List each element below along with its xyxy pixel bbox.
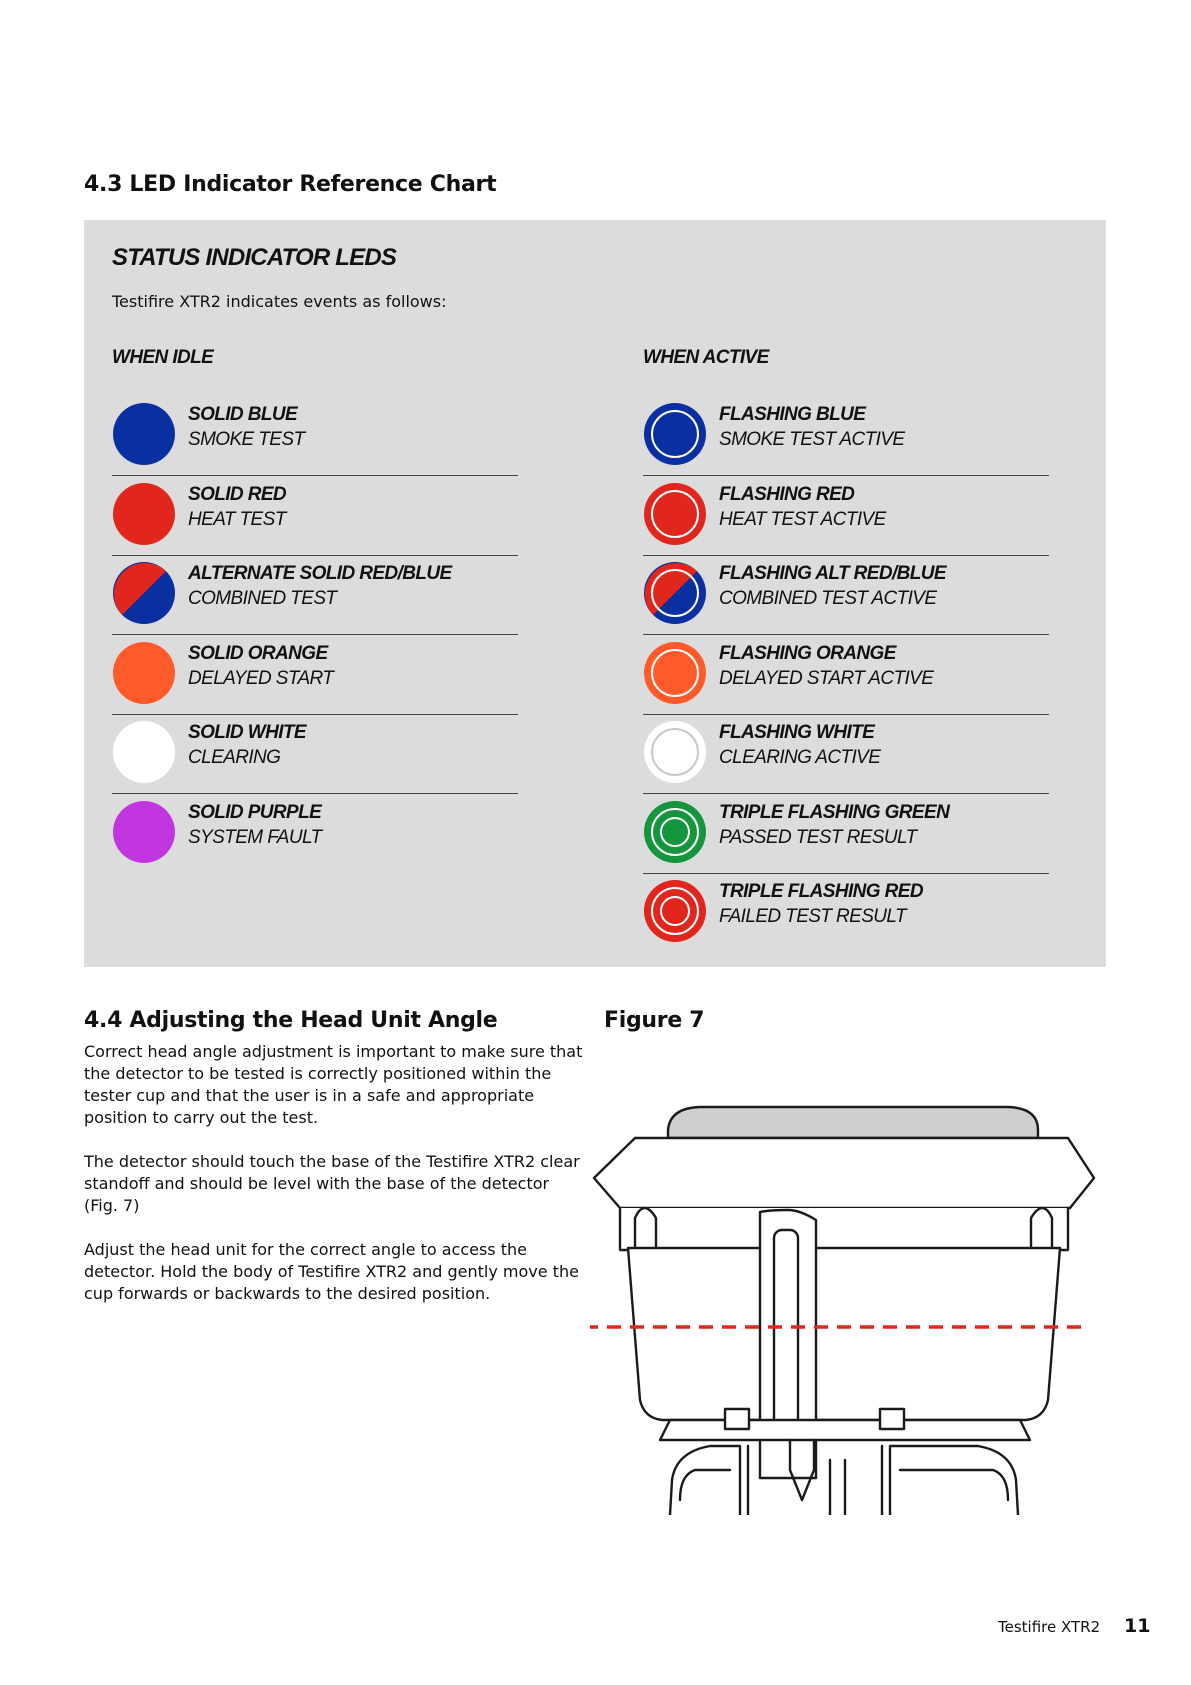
led-row — [643, 635, 1049, 715]
head-unit-illustration — [590, 1100, 1100, 1515]
led-subtitle: DELAYED START ACTIVE — [719, 667, 934, 689]
led-indicator-icon — [112, 641, 176, 705]
led-indicator-icon — [112, 482, 176, 546]
led-subtitle: CLEARING ACTIVE — [719, 747, 881, 768]
section-4-3-title: 4.3 LED Indicator Reference Chart — [84, 172, 497, 197]
led-indicator-icon — [112, 561, 176, 625]
led-title: TRIPLE FLASHING GREEN — [719, 801, 950, 823]
paragraph: The detector should touch the base of the Testifire XTR2 clear standoff and should be level with the base of the detector (Fig. 7) — [84, 1152, 580, 1215]
led-title: SOLID RED — [188, 483, 287, 505]
led-title: FLASHING ALT RED/BLUE — [719, 563, 946, 584]
led-row — [112, 635, 518, 715]
led-indicator-icon — [643, 482, 707, 546]
led-title: TRIPLE FLASHING RED — [719, 881, 923, 902]
led-indicator-icon — [643, 879, 707, 943]
left-arm — [670, 1446, 740, 1515]
led-indicator-icon — [112, 402, 176, 466]
led-row — [112, 476, 518, 556]
led-subtitle: SYSTEM FAULT — [188, 826, 322, 848]
idle-column-heading: WHEN IDLE — [112, 347, 214, 368]
led-title: FLASHING BLUE — [719, 404, 866, 425]
figure-title: Figure 7 — [604, 1008, 705, 1033]
led-row — [112, 555, 518, 635]
led-title: ALTERNATE SOLID RED/BLUE — [188, 563, 452, 584]
led-subtitle: COMBINED TEST — [188, 588, 337, 609]
led-subtitle: PASSED TEST RESULT — [719, 826, 917, 848]
led-subtitle: FAILED TEST RESULT — [719, 906, 906, 927]
led-row — [643, 396, 1049, 476]
section-4-4-title: 4.4 Adjusting the Head Unit Angle — [84, 1008, 498, 1033]
led-title: SOLID PURPLE — [188, 801, 322, 823]
footer-product-name: Testifire XTR2 — [998, 1618, 1101, 1636]
led-subtitle: SMOKE TEST — [188, 429, 305, 450]
status-indicator-panel — [84, 220, 1106, 967]
led-title: FLASHING RED — [719, 483, 855, 505]
head-rim — [594, 1138, 1094, 1208]
led-subtitle: HEAT TEST — [188, 508, 286, 530]
led-title: FLASHING ORANGE — [719, 642, 896, 664]
paragraph: Adjust the head unit for the correct angle to access the detector. Hold the body of Testifire XTR2 and gently move the cup forwards or backwards to the desired position. — [84, 1240, 579, 1303]
led-indicator-icon — [643, 402, 707, 466]
led-subtitle: DELAYED START — [188, 667, 334, 689]
led-row — [112, 794, 518, 873]
panel-heading: STATUS INDICATOR LEDS — [112, 244, 397, 271]
led-indicator-icon — [643, 720, 707, 784]
led-row — [643, 714, 1049, 794]
right-arm — [890, 1446, 1018, 1515]
led-row — [643, 794, 1049, 874]
page-number: 11 — [1124, 1615, 1151, 1637]
led-indicator-icon — [643, 561, 707, 625]
led-subtitle: CLEARING — [188, 747, 281, 768]
head-cap — [668, 1107, 1038, 1138]
led-indicator-icon — [643, 641, 707, 705]
led-title: FLASHING WHITE — [719, 722, 875, 743]
led-indicator-icon — [112, 720, 176, 784]
led-indicator-icon — [112, 800, 176, 864]
panel-intro: Testifire XTR2 indicates events as follows: — [112, 292, 447, 311]
led-row — [643, 476, 1049, 556]
led-subtitle: HEAT TEST ACTIVE — [719, 508, 886, 530]
active-column-heading: WHEN ACTIVE — [643, 347, 769, 368]
led-row — [112, 714, 518, 794]
led-subtitle: COMBINED TEST ACTIVE — [719, 588, 937, 609]
led-row — [643, 873, 1049, 952]
led-title: SOLID WHITE — [188, 722, 306, 743]
led-indicator-icon — [643, 800, 707, 864]
led-title: SOLID BLUE — [188, 404, 298, 425]
section-4-4-body — [84, 1041, 584, 1305]
led-row — [643, 555, 1049, 635]
led-subtitle: SMOKE TEST ACTIVE — [719, 429, 905, 450]
led-title: SOLID ORANGE — [188, 642, 328, 664]
tester-cup — [628, 1248, 1060, 1420]
paragraph: Correct head angle adjustment is important to make sure that the detector to be tested is correctly positioned within the tester cup and that the user is in a safe and appropriate position to carry out the test. — [84, 1042, 583, 1127]
led-row — [112, 396, 518, 476]
